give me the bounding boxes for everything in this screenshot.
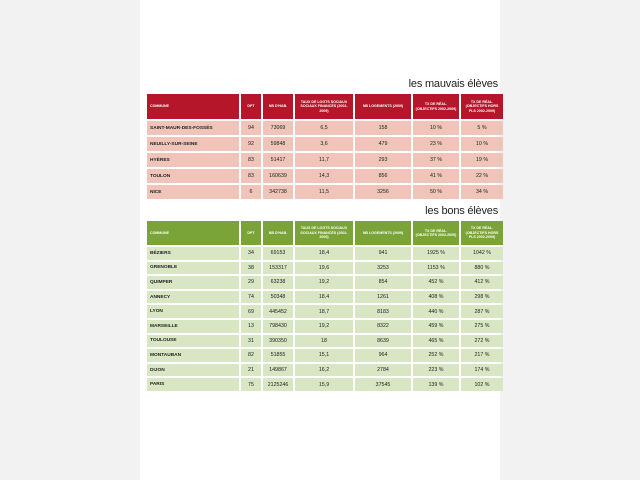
table-row [147, 153, 503, 167]
table-cell: 445452 [263, 305, 293, 318]
table-cell: 8183 [355, 305, 411, 318]
table-cell: 18 [295, 335, 353, 348]
table-cell: 37545 [355, 378, 411, 391]
table-cell: 63238 [263, 276, 293, 289]
table-cell: 23 % [413, 137, 459, 151]
table-cell: 34 % [461, 185, 503, 199]
table-cell: 5 % [461, 121, 503, 135]
table-cell: 6,5 [295, 121, 353, 135]
table-cell: 74 [241, 291, 261, 304]
table-cell: 18,7 [295, 305, 353, 318]
table-cell: 880 % [461, 262, 503, 275]
table-cell: 452 % [413, 276, 459, 289]
table-cell: 15,1 [295, 349, 353, 362]
table-row [147, 349, 503, 362]
commune-cell: MONTAUBAN [147, 349, 239, 362]
table-cell: 19,2 [295, 276, 353, 289]
table-cell: 2784 [355, 364, 411, 377]
column-header: DPT [241, 94, 261, 119]
table-cell: 2125246 [263, 378, 293, 391]
column-header: TAUX DE LOGTS SOCIAUX SOCIAUX FINANCÉS (2002-2009) [295, 221, 353, 245]
table-cell: 342738 [263, 185, 293, 199]
table-cell: 223 % [413, 364, 459, 377]
table-cell: 1925 % [413, 247, 459, 260]
table-cell: 160639 [263, 169, 293, 183]
table-cell: 390350 [263, 335, 293, 348]
table-cell: 440 % [413, 305, 459, 318]
table-cell: 83 [241, 153, 261, 167]
table-cell: 298 % [461, 291, 503, 304]
table-cell: 174 % [461, 364, 503, 377]
table-cell: 275 % [461, 320, 503, 333]
bad-students-table [145, 92, 505, 201]
document-page [140, 0, 500, 480]
table-cell: 18,4 [295, 291, 353, 304]
table-header-row [147, 94, 503, 119]
table-cell: 1153 % [413, 262, 459, 275]
table-cell: 21 [241, 364, 261, 377]
commune-cell: DIJON [147, 364, 239, 377]
table-cell: 11,7 [295, 153, 353, 167]
table-cell: 139 % [413, 378, 459, 391]
table-cell: 408 % [413, 291, 459, 304]
table-cell: 6 [241, 185, 261, 199]
table-cell: 479 [355, 137, 411, 151]
table-cell: 8639 [355, 335, 411, 348]
commune-cell: PARIS [147, 378, 239, 391]
table-row [147, 320, 503, 333]
table-cell: 854 [355, 276, 411, 289]
table-cell: 3253 [355, 262, 411, 275]
table-cell: 293 [355, 153, 411, 167]
table-cell: 217 % [461, 349, 503, 362]
commune-cell: TOULON [147, 169, 239, 183]
table-cell: 37 % [413, 153, 459, 167]
bad-section-title: les mauvais élèves [408, 78, 498, 90]
table-cell: 94 [241, 121, 261, 135]
table-row [147, 121, 503, 135]
column-header: TX DE RÉAL. (OBJECTIFS HORS PLS 2002-2009) [461, 221, 503, 245]
column-header: TX DE RÉAL. (OBJECTIFS HORS PLS 2002-2009) [461, 94, 503, 119]
table-cell: 82 [241, 349, 261, 362]
table-cell: 272 % [461, 335, 503, 348]
table-row [147, 262, 503, 275]
column-header: TAUX DE LOGTS SOCIAUX SOCIAUX FINANCÉS (2002-2009) [295, 94, 353, 119]
table-cell: 3,6 [295, 137, 353, 151]
table-cell: 73069 [263, 121, 293, 135]
commune-cell: LYON [147, 305, 239, 318]
column-header: DPT [241, 221, 261, 245]
table-cell: 964 [355, 349, 411, 362]
column-header: COMMUNE [147, 94, 239, 119]
table-cell: 459 % [413, 320, 459, 333]
table-cell: 50 % [413, 185, 459, 199]
table-cell: 16,2 [295, 364, 353, 377]
table-cell: 287 % [461, 305, 503, 318]
table-cell: 22 % [461, 169, 503, 183]
table-row [147, 169, 503, 183]
commune-cell: NICE [147, 185, 239, 199]
table-cell: 102 % [461, 378, 503, 391]
table-cell: 149867 [263, 364, 293, 377]
table-cell: 252 % [413, 349, 459, 362]
table-row [147, 364, 503, 377]
column-header: NB D'HAB. [263, 221, 293, 245]
column-header: NB LOGEMENTS (2009) [355, 221, 411, 245]
table-cell: 19,2 [295, 320, 353, 333]
table-cell: 19 % [461, 153, 503, 167]
table-cell: 41 % [413, 169, 459, 183]
table-cell: 1261 [355, 291, 411, 304]
table-row [147, 247, 503, 260]
table-cell: 50348 [263, 291, 293, 304]
table-cell: 69 [241, 305, 261, 318]
table-row [147, 305, 503, 318]
good-section-title: les bons élèves [425, 205, 498, 217]
table-cell: 19,6 [295, 262, 353, 275]
commune-cell: MARSEILLE [147, 320, 239, 333]
table-cell: 10 % [461, 137, 503, 151]
table-row [147, 335, 503, 348]
table-cell: 1042 % [461, 247, 503, 260]
table-cell: 10 % [413, 121, 459, 135]
table-cell: 153317 [263, 262, 293, 275]
commune-cell: SAINT-MAUR-DES-FOSSÉS [147, 121, 239, 135]
table-cell: 941 [355, 247, 411, 260]
table-header-row [147, 221, 503, 245]
table-cell: 59848 [263, 137, 293, 151]
table-cell: 15,9 [295, 378, 353, 391]
commune-cell: GRENOBLE [147, 262, 239, 275]
table-row [147, 291, 503, 304]
table-cell: 92 [241, 137, 261, 151]
table-row [147, 276, 503, 289]
column-header: TX DE RÉAL. (OBJECTIFS 2002-2009) [413, 221, 459, 245]
column-header: TX DE RÉAL. (OBJECTIFS 2002-2009) [413, 94, 459, 119]
column-header: NB D'HAB. [263, 94, 293, 119]
table-row [147, 185, 503, 199]
table-cell: 798430 [263, 320, 293, 333]
table-cell: 34 [241, 247, 261, 260]
column-header: COMMUNE [147, 221, 239, 245]
table-cell: 412 % [461, 276, 503, 289]
table-row [147, 137, 503, 151]
table-cell: 13 [241, 320, 261, 333]
good-students-table [145, 219, 505, 393]
table-cell: 38 [241, 262, 261, 275]
table-cell: 69153 [263, 247, 293, 260]
commune-cell: HYÈRES [147, 153, 239, 167]
table-cell: 29 [241, 276, 261, 289]
table-cell: 158 [355, 121, 411, 135]
table-cell: 51417 [263, 153, 293, 167]
table-cell: 75 [241, 378, 261, 391]
table-cell: 3256 [355, 185, 411, 199]
table-cell: 8322 [355, 320, 411, 333]
table-cell: 11,5 [295, 185, 353, 199]
commune-cell: BÉZIERS [147, 247, 239, 260]
commune-cell: ANNECY [147, 291, 239, 304]
table-cell: 31 [241, 335, 261, 348]
table-cell: 83 [241, 169, 261, 183]
commune-cell: QUIMPER [147, 276, 239, 289]
commune-cell: NEUILLY-SUR-SEINE [147, 137, 239, 151]
table-cell: 465 % [413, 335, 459, 348]
commune-cell: TOULOUSE [147, 335, 239, 348]
column-header: NB LOGEMENTS (2009) [355, 94, 411, 119]
table-cell: 18,4 [295, 247, 353, 260]
table-row [147, 378, 503, 391]
table-cell: 856 [355, 169, 411, 183]
table-cell: 14,3 [295, 169, 353, 183]
table-cell: 51855 [263, 349, 293, 362]
